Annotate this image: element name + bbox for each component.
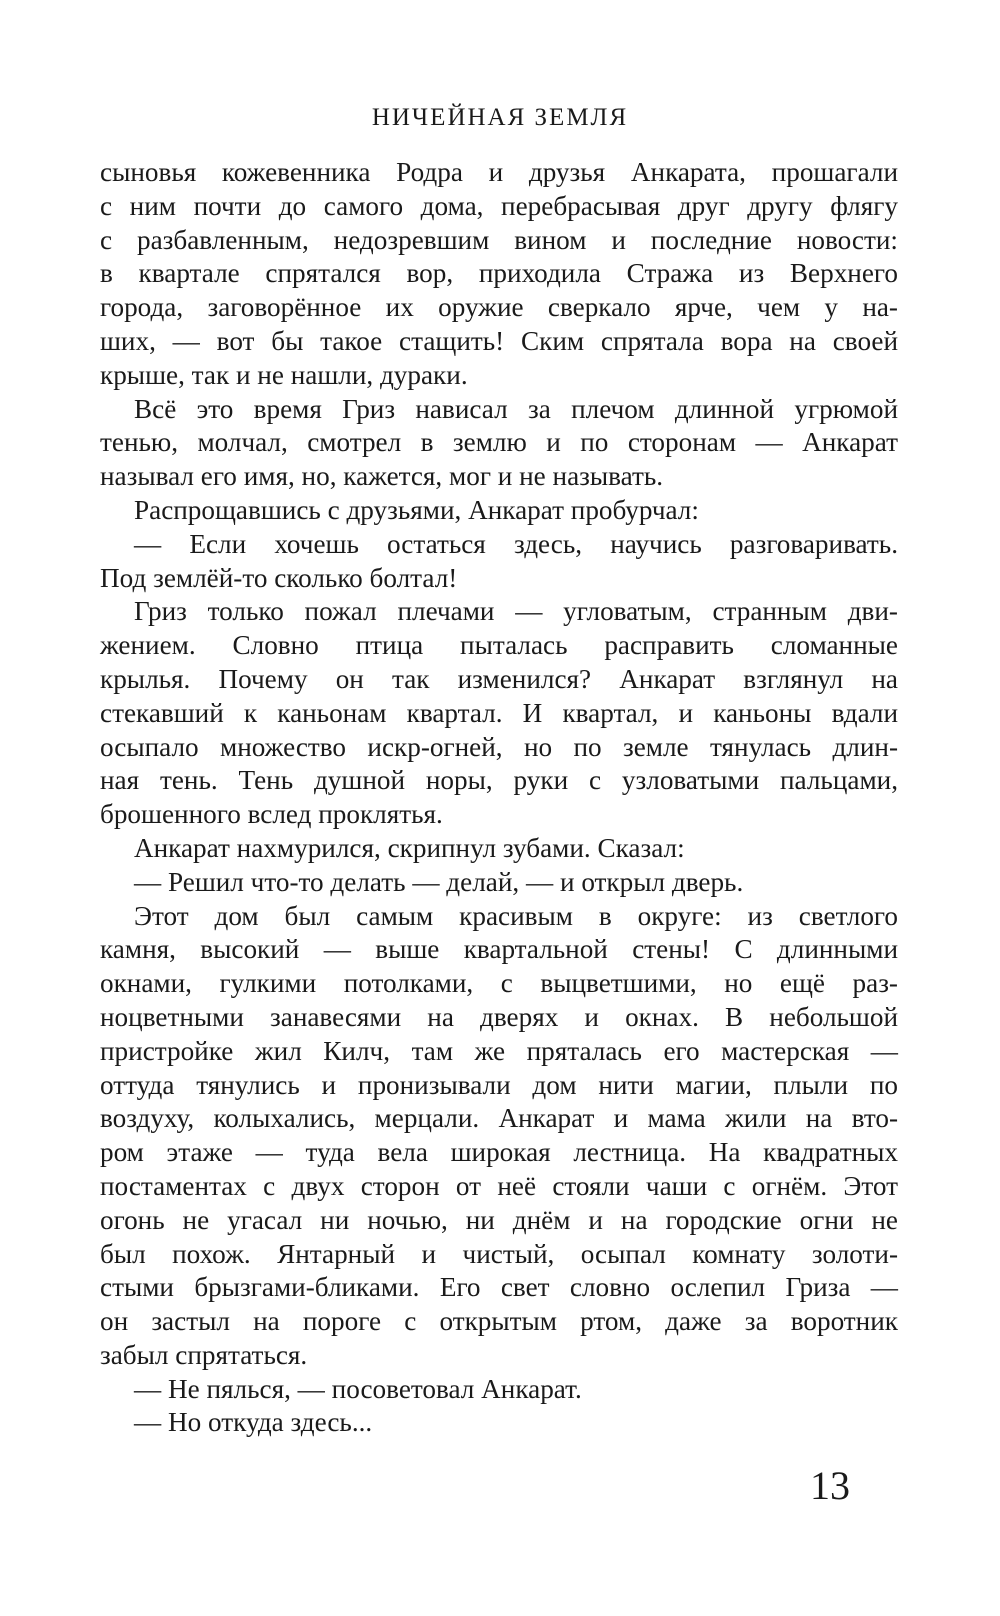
text-line: стыми брызгами-бликами. Его свет словно ослепил Гриза — — [100, 1272, 898, 1303]
text-line: жением. Словно птица пыталась расправить сломанные — [100, 630, 898, 661]
text-line: огонь не угасал ни ночью, ни днём и на городские огни не — [100, 1204, 898, 1235]
text-line: оттуда тянулись и пронизывали дом нити магии, плыли по — [100, 1069, 898, 1100]
text-line: Гриз только пожал плечами — угловатым, странным дви- — [134, 596, 898, 627]
body-text — [100, 156, 898, 1440]
text-line: ших, — вот бы такое стащить! Ским спрятала вора на своей — [100, 325, 898, 356]
text-line: крыше, так и не нашли, дураки. — [100, 359, 468, 390]
text-line: с разбавленным, недозревшим вином и последние новости: — [100, 224, 898, 255]
text-line: сыновья кожевенника Родра и друзья Анкарата, прошагали — [100, 157, 898, 187]
text-line: осыпало множество искр-огней, но по земле тянулась длин- — [100, 731, 898, 762]
text-line: ром этаже — туда вела широкая лестница. На квадратных — [100, 1137, 898, 1168]
text-line: в квартале спрятался вор, приходила Стража из Верхнего — [100, 258, 898, 289]
text-line: Всё это время Гриз нависал за плечом длинной угрюмой — [134, 393, 898, 424]
text-line: — Если хочешь остаться здесь, научись разговаривать. — [134, 528, 898, 559]
text-line: окнами, гулкими потолками, с выцветшими, но ещё раз- — [100, 968, 898, 999]
text-line: называл его имя, но, кажется, мог и не называть. — [100, 461, 664, 492]
running-head: НИЧЕЙНАЯ ЗЕМЛЯ — [371, 104, 629, 131]
text-line: стекавший к каньонам квартал. И квартал, и каньоны вдали — [100, 697, 898, 728]
text-line: — Решил что-то делать — делай, — и открыл дверь. — [134, 866, 744, 897]
text-line: брошенного вслед проклятья. — [100, 799, 443, 830]
text-line: Этот дом был самым красивым в округе: из светлого — [134, 900, 898, 931]
text-line: Распрощавшись с друзьями, Анкарат пробурчал: — [134, 494, 699, 525]
text-line: города, заговорённое их оружие сверкало ярче, чем у на- — [100, 292, 898, 323]
text-line: ная тень. Тень душной норы, руки с узловатыми пальцами, — [100, 765, 898, 796]
text-line: Анкарат нахмурился, скрипнул зубами. Сказал: — [134, 832, 685, 863]
text-line: с ним почти до самого дома, перебрасывая друг другу флягу — [100, 190, 898, 221]
text-line: забыл спрятаться. — [100, 1339, 308, 1370]
text-line: — Не пялься, — посоветовал Анкарат. — [134, 1373, 582, 1404]
text-line: — Но откуда здесь... — [134, 1407, 373, 1438]
text-line: тенью, молчал, смотрел в землю и по сторонам — Анкарат — [100, 427, 898, 458]
page-number: 13 — [810, 1463, 850, 1508]
text-line: пристройке жил Килч, там же пряталась его мастерская — — [100, 1035, 898, 1066]
text-line: ноцветными занавесями на дверях и окнах. В небольшой — [100, 1001, 898, 1032]
text-line: Под землёй-то сколько болтал! — [100, 562, 458, 593]
text-line: камня, высокий — выше квартальной стены! С длинными — [100, 934, 898, 965]
text-line: воздуху, колыхались, мерцали. Анкарат и мама жили на вто- — [100, 1103, 898, 1134]
text-line: он застыл на пороге с открытым ртом, даже за воротник — [100, 1306, 898, 1337]
text-line: был похож. Янтарный и чистый, осыпал комнату золоти- — [100, 1238, 898, 1269]
text-line: постаментах с двух сторон от неё стояли чаши с огнём. Этот — [100, 1170, 898, 1201]
text-line: крылья. Почему он так изменился? Анкарат взглянул на — [100, 663, 898, 694]
